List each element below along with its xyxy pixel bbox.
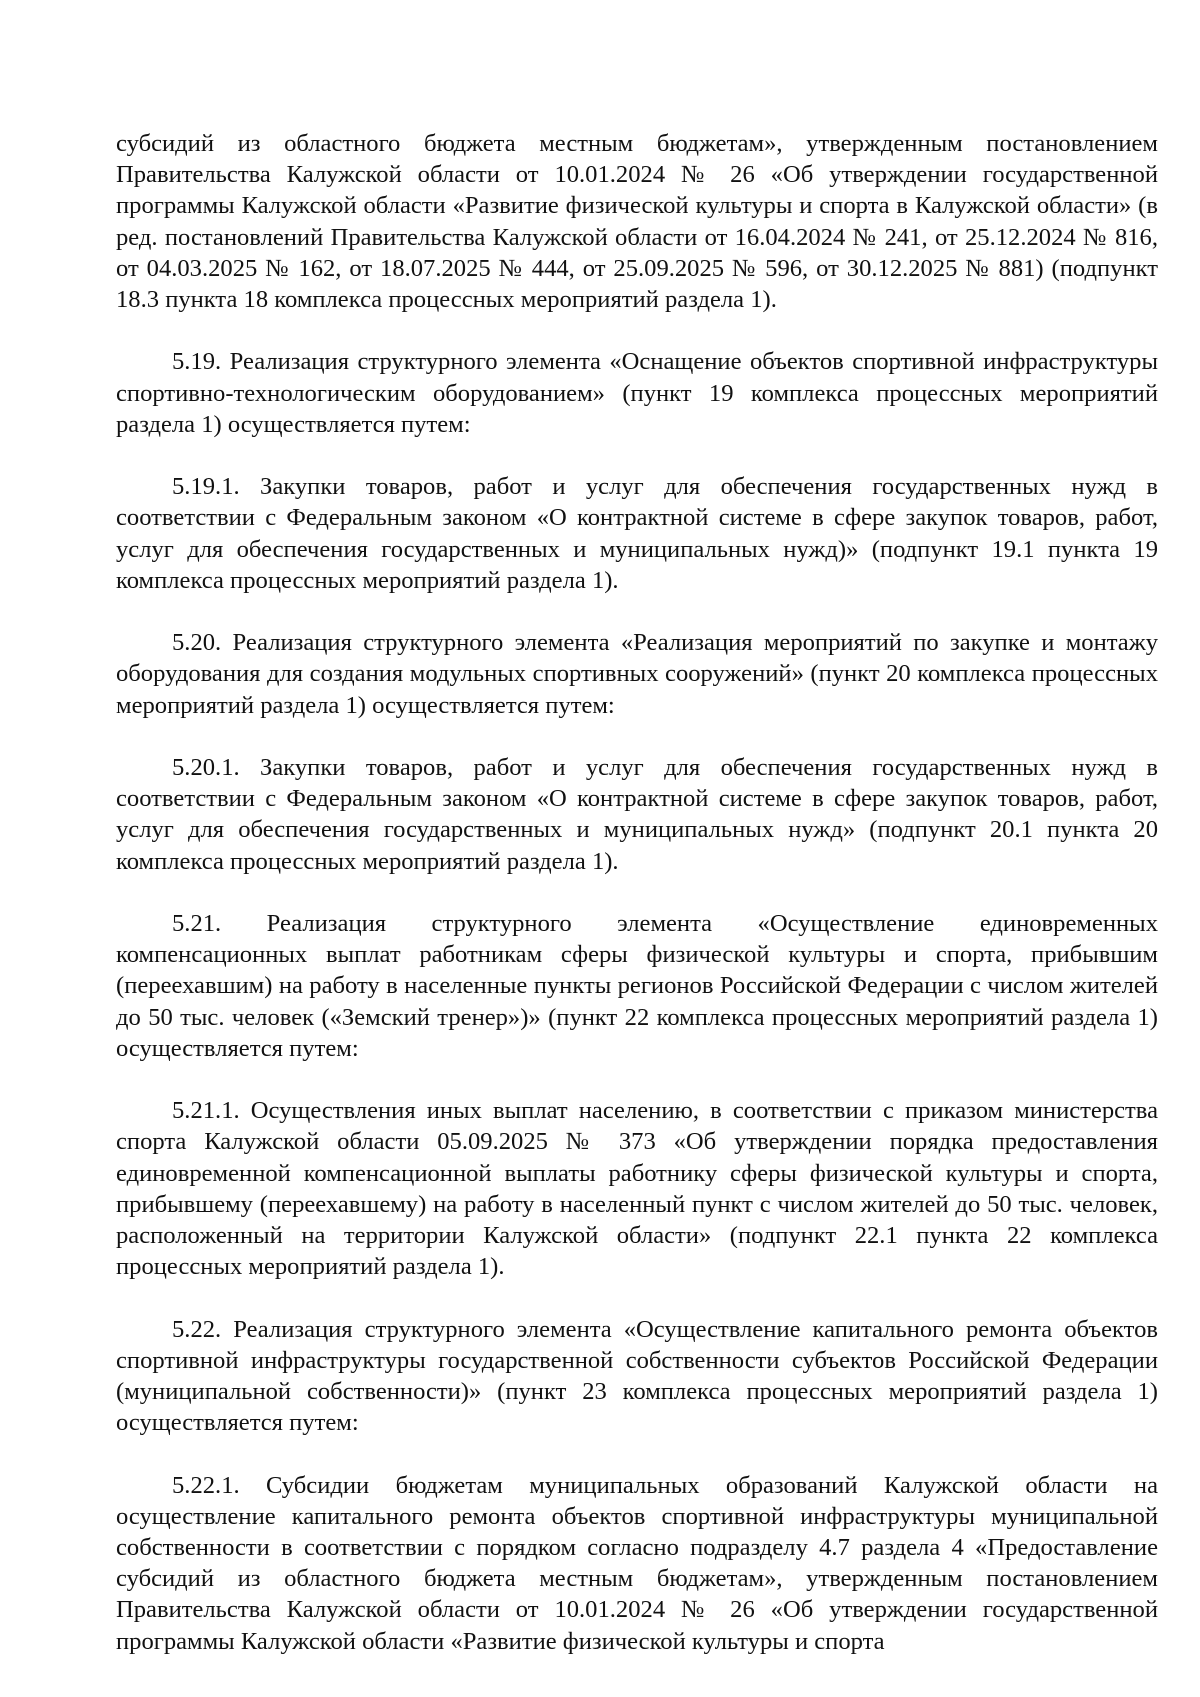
paragraph-5-21-1: 5.21.1. Осуществления иных выплат населению, в соответствии с приказом министерства спорта Калужской области 05.09.2025 № 373 «Об утверждении порядка предоставления единовременной компенсационной выплаты работнику сферы физической культуры и спорта, прибывшему (переехавшему) на работу в населенный пункт с числом жителей до 50 тыс. человек, расположенный на территории Калужской области» (подпункт 22.1 пункта 22 комплекса процессных мероприятий раздела 1). [116,1097,1158,1281]
paragraph-5-19: 5.19. Реализация структурного элемента «Оснащение объектов спортивной инфраструктуры спортивно-технологическим оборудованием» (пункт 19 комплекса процессных мероприятий раздела 1) осуществляется путем: [116,348,1158,438]
paragraph-5-22: 5.22. Реализация структурного элемента «Осуществление капитального ремонта объектов спортивной инфраструктуры государственной собственности субъектов Российской Федерации (муниципальной собственности)» (пункт 23 комплекса процессных мероприятий раздела 1) осуществляется путем: [116,1315,1158,1437]
document-body [116,128,1158,1657]
paragraph-5-22-1: 5.22.1. Субсидии бюджетам муниципальных образований Калужской области на осуществление капитального ремонта объектов спортивной инфраструктуры муниципальной собственности в соответствии с порядком согласно подразделу 4.7 раздела 4 «Предоставление субсидий из областного бюджета местным бюджетам», утвержденным постановлением Правительства Калужской области от 10.01.2024 № 26 «Об утверждении государственной программы Калужской области «Развитие физической культуры и спорта [116,1471,1158,1655]
paragraph-5-20: 5.20. Реализация структурного элемента «Реализация мероприятий по закупке и монтажу оборудования для создания модульных спортивных сооружений» (пункт 20 комплекса процессных мероприятий раздела 1) осуществляется путем: [116,629,1158,719]
paragraph-5-19-1: 5.19.1. Закупки товаров, работ и услуг для обеспечения государственных нужд в соответствии с Федеральным законом «О контрактной системе в сфере закупок товаров, работ, услуг для обеспечения государственных и муниципальных нужд)» (подпункт 19.1 пункта 19 комплекса процессных мероприятий раздела 1). [116,473,1158,594]
paragraph-5-21: 5.21. Реализация структурного элемента «Осуществление единовременных компенсационных выплат работникам сферы физической культуры и спорта, прибывшим (переехавшим) на работу в населенные пункты регионов Российской Федерации с числом жителей до 50 тыс. человек («Земский тренер»)» (пункт 22 комплекса процессных мероприятий раздела 1) осуществляется путем: [116,910,1158,1062]
paragraph-5-20-1: 5.20.1. Закупки товаров, работ и услуг для обеспечения государственных нужд в соответствии с Федеральным законом «О контрактной системе в сфере закупок товаров, работ, услуг для обеспечения государственных и муниципальных нужд» (подпункт 20.1 пункта 20 комплекса процессных мероприятий раздела 1). [116,754,1158,875]
paragraph-continuation: субсидий из областного бюджета местным бюджетам», утвержденным постановлением Правительства Калужской области от 10.01.2024 № 26 «Об утверждении государственной программы Калужской области «Развитие физической культуры и спорта в Калужской области» (в ред. постановлений Правительства Калужской области от 16.04.2024 № 241, от 25.12.2024 № 816, от 04.03.2025 № 162, от 18.07.2025 № 444, от 25.09.2025 № 596, от 30.12.2025 № 881) (подпункт 18.3 пункта 18 комплекса процессных мероприятий раздела 1). [116,130,1158,314]
